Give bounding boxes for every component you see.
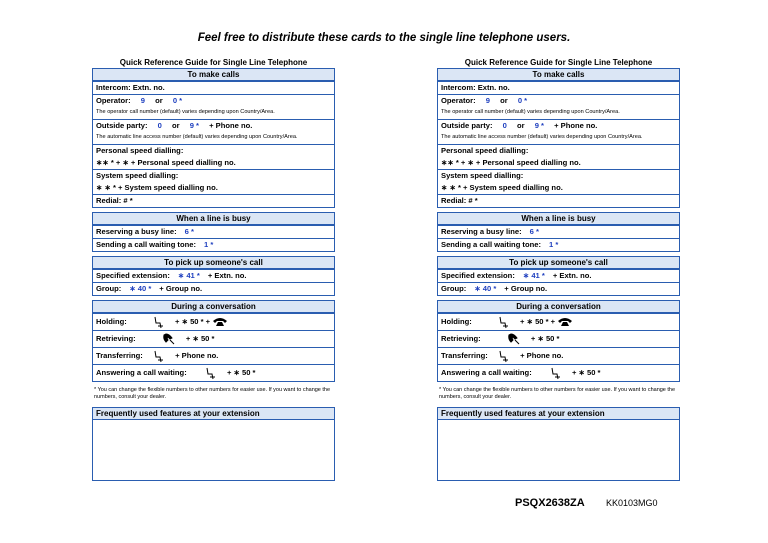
intercom-row: Intercom: Extn. no. xyxy=(93,81,334,94)
answering-waiting-row: Answering a call waiting: + ∗ 50 * xyxy=(93,364,334,381)
section-make-calls xyxy=(437,68,680,208)
reference-card-left xyxy=(92,58,335,481)
handset-icon xyxy=(212,317,228,327)
hookswitch-icon xyxy=(498,350,510,363)
frequent-features-box xyxy=(437,407,680,481)
reserve-row: Reserving a busy line: 6 * xyxy=(438,225,679,238)
section-line-busy xyxy=(437,212,680,252)
handset-off-hook-icon xyxy=(162,333,176,345)
redial-row: Redial: # * xyxy=(93,194,334,207)
transferring-row: Transferring: + Phone no. xyxy=(438,347,679,364)
card-title: Quick Reference Guide for Single Line Telephone xyxy=(119,58,308,67)
card-title: Quick Reference Guide for Single Line Telephone xyxy=(464,58,653,67)
specified-extension-row: Specified extension: ∗ 41 * + Extn. no. xyxy=(438,269,679,282)
redial-row: Redial: # * xyxy=(438,194,679,207)
section-heading: When a line is busy xyxy=(93,213,334,225)
specified-extension-row: Specified extension: ∗ 41 * + Extn. no. xyxy=(93,269,334,282)
operator-row: Operator: 9 or 0 * The operator call number (default) varies depending upon Country/Area. xyxy=(438,94,679,119)
outside-party-row: Outside party: 0 or 9 * + Phone no. The automatic line access number (default) varies depending upon Country/Area. xyxy=(93,119,334,144)
waiting-tone-row: Sending a call waiting tone: 1 * xyxy=(438,238,679,251)
frequent-features-heading: Frequently used features at your extension xyxy=(438,408,679,420)
personal-speed-row: Personal speed dialling: ∗∗ * + ∗ + Personal speed dialling no. xyxy=(93,144,334,169)
hookswitch-icon xyxy=(153,350,165,363)
section-pickup xyxy=(92,256,335,296)
section-heading: To pick up someone's call xyxy=(93,257,334,269)
reserve-row: Reserving a busy line: 6 * xyxy=(93,225,334,238)
outside-note: The automatic line access number (default) varies depending upon Country/Area. xyxy=(96,134,298,140)
hookswitch-icon xyxy=(550,367,562,380)
handset-icon xyxy=(557,317,573,327)
holding-row: Holding: + ∗ 50 * + xyxy=(93,313,334,330)
section-make-calls xyxy=(92,68,335,208)
transferring-row: Transferring: + Phone no. xyxy=(93,347,334,364)
handset-off-hook-icon xyxy=(507,333,521,345)
reference-card-right xyxy=(437,58,680,481)
answering-waiting-row: Answering a call waiting: + ∗ 50 * xyxy=(438,364,679,381)
section-line-busy xyxy=(92,212,335,252)
page-headline: Feel free to distribute these cards to the single line telephone users. xyxy=(197,32,571,44)
section-heading: To pick up someone's call xyxy=(438,257,679,269)
system-speed-row: System speed dialling: ∗ ∗ * + System speed dialling no. xyxy=(93,169,334,194)
footnote: * You can change the flexible numbers to other numbers for easier use. If you want to change the numbers, consult your dealer. xyxy=(94,387,331,400)
footnote: * You can change the flexible numbers to other numbers for easier use. If you want to change the numbers, consult your dealer. xyxy=(439,387,676,400)
hookswitch-icon xyxy=(153,316,165,329)
outside-party-row: Outside party: 0 or 9 * + Phone no. The automatic line access number (default) varies depending upon Country/Area. xyxy=(438,119,679,144)
retrieving-row: Retrieving: + ∗ 50 * xyxy=(438,330,679,347)
section-heading: During a conversation xyxy=(93,301,334,313)
waiting-tone-row: Sending a call waiting tone: 1 * xyxy=(93,238,334,251)
hookswitch-icon xyxy=(205,367,217,380)
frequent-features-box xyxy=(92,407,335,481)
section-pickup xyxy=(437,256,680,296)
section-conversation xyxy=(437,300,680,382)
section-heading: When a line is busy xyxy=(438,213,679,225)
system-speed-row: System speed dialling: ∗ ∗ * + System speed dialling no. xyxy=(438,169,679,194)
section-heading: To make calls xyxy=(93,69,334,81)
group-row: Group: ∗ 40 * + Group no. xyxy=(438,282,679,295)
retrieving-row: Retrieving: + ∗ 50 * xyxy=(93,330,334,347)
holding-row: Holding: + ∗ 50 * + xyxy=(438,313,679,330)
frequent-features-heading: Frequently used features at your extension xyxy=(93,408,334,420)
group-row: Group: ∗ 40 * + Group no. xyxy=(93,282,334,295)
section-heading: During a conversation xyxy=(438,301,679,313)
document-code: KK0103MG0 xyxy=(606,498,658,508)
intercom-row: Intercom: Extn. no. xyxy=(438,81,679,94)
section-heading: To make calls xyxy=(438,69,679,81)
operator-note: The operator call number (default) varies depending upon Country/Area. xyxy=(441,109,620,115)
hookswitch-icon xyxy=(498,316,510,329)
model-number: PSQX2638ZA xyxy=(515,497,585,509)
section-conversation xyxy=(92,300,335,382)
operator-note: The operator call number (default) varies depending upon Country/Area. xyxy=(96,109,275,115)
outside-note: The automatic line access number (default) varies depending upon Country/Area. xyxy=(441,134,643,140)
operator-row: Operator: 9 or 0 * The operator call number (default) varies depending upon Country/Area. xyxy=(93,94,334,119)
personal-speed-row: Personal speed dialling: ∗∗ * + ∗ + Personal speed dialling no. xyxy=(438,144,679,169)
